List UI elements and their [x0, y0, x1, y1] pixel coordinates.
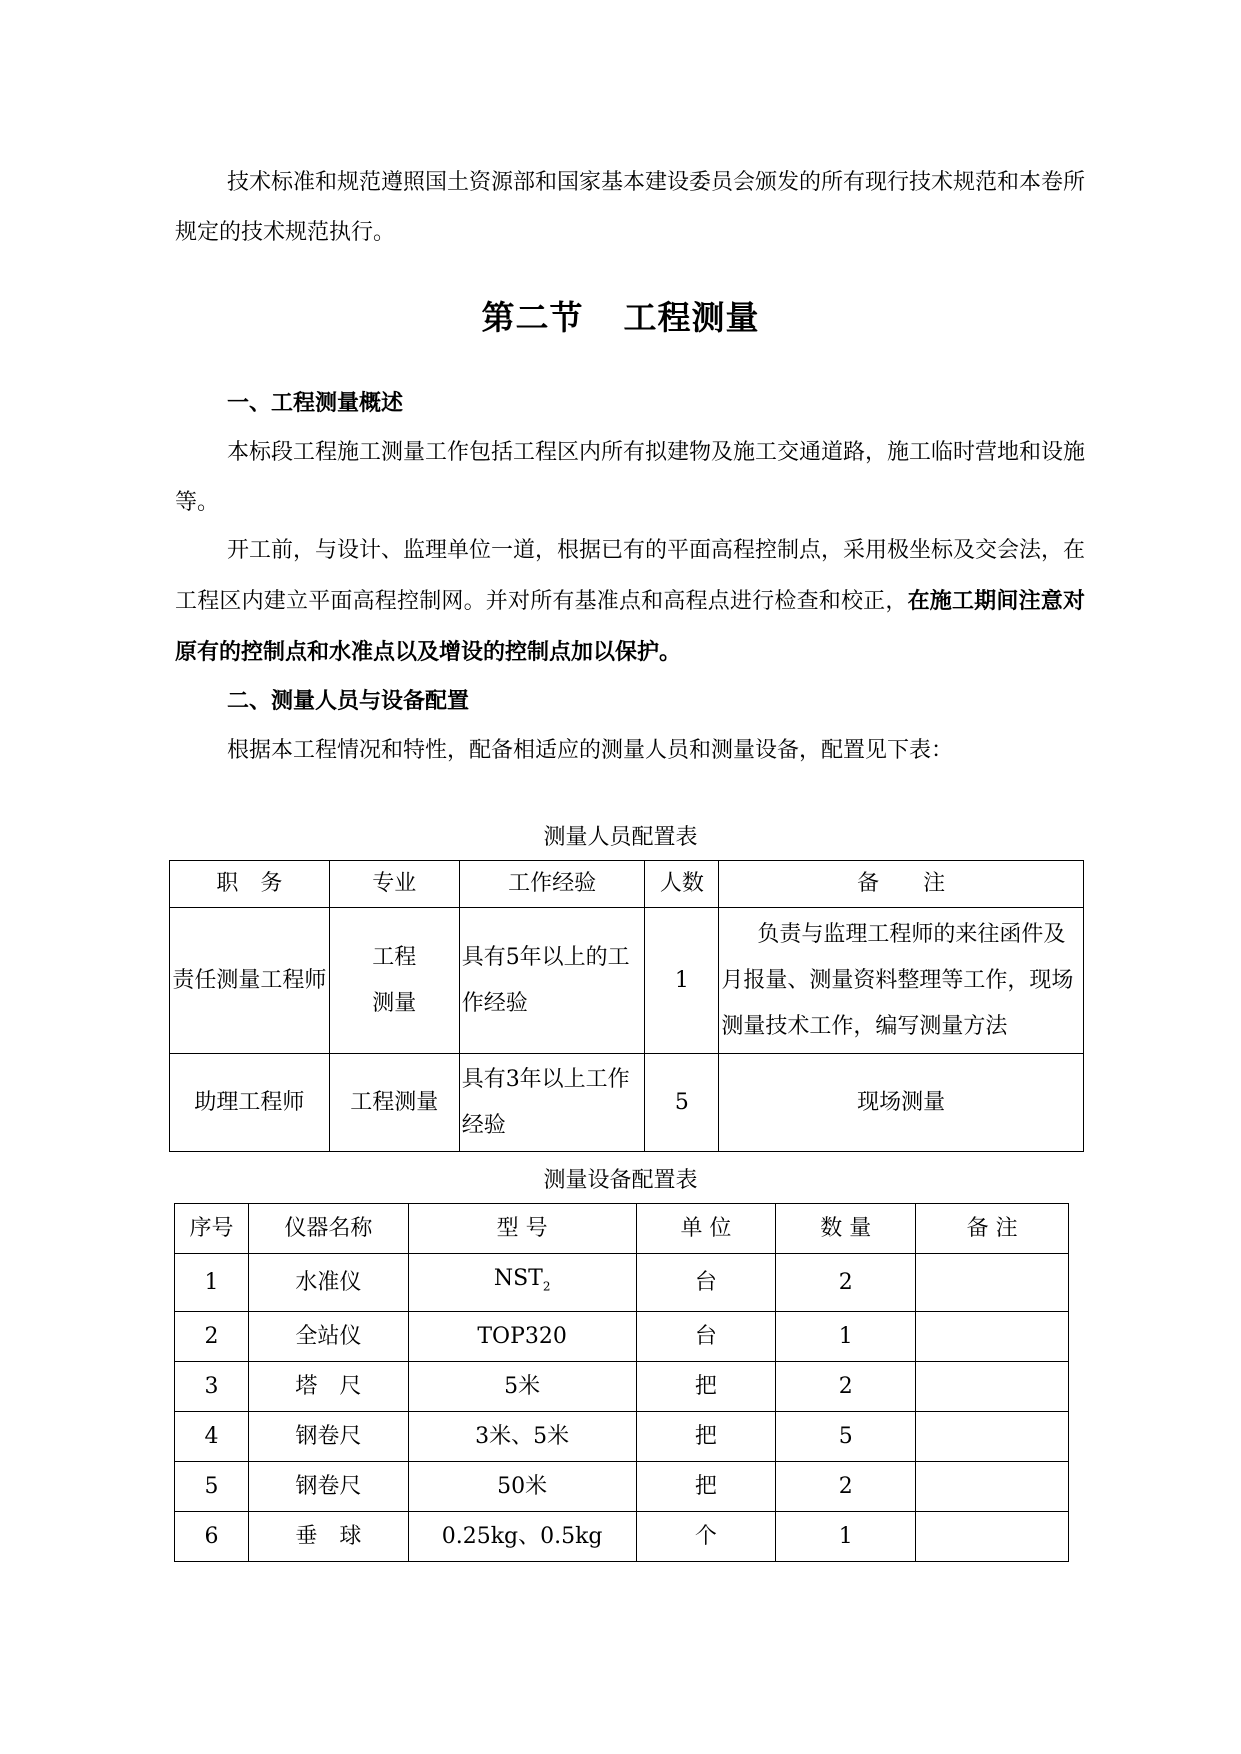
section-title-number: 第二节: [481, 298, 584, 337]
section-title: [0, 292, 1241, 339]
staff-cell-note: 负责与监理工程师的来往函件及月报量、测量资料整理等工作，现场测量技术工作，编写测量方法: [719, 908, 1084, 1054]
equip-cell-unit: 把: [636, 1362, 776, 1412]
equip-header-note: 备 注: [916, 1204, 1069, 1254]
equip-cell-name: 垂 球: [248, 1512, 408, 1562]
staff-cell-role: 责任测量工程师: [170, 908, 330, 1054]
equip-cell-model: 3米、5米: [408, 1412, 636, 1462]
equip-cell-model-main: NST: [493, 1266, 543, 1291]
equip-cell-qty: 1: [776, 1312, 916, 1362]
overview-heading: 一、工程测量概述: [227, 390, 404, 416]
equip-cell-unit: 把: [636, 1462, 776, 1512]
table-row: [175, 1412, 1069, 1462]
equip-cell-unit: 个: [636, 1512, 776, 1562]
equip-cell-qty: 1: [776, 1512, 916, 1562]
staffing-paragraph: 根据本工程情况和特性，配备相适应的测量人员和测量设备，配置见下表：: [227, 738, 954, 763]
equip-cell-no: 6: [175, 1512, 249, 1562]
equip-cell-qty: 2: [776, 1254, 916, 1312]
staff-cell-role: 助理工程师: [170, 1054, 330, 1152]
equip-cell-name: 水准仪: [248, 1254, 408, 1312]
intro-paragraph: 技术标准和规范遵照国土资源部和国家基本建设委员会颁发的所有现行技术规范和本卷所规定的技术规范执行。: [175, 170, 1086, 245]
equip-table-header-row: [175, 1204, 1069, 1254]
equip-cell-model: TOP320: [408, 1312, 636, 1362]
equip-cell-qty: 2: [776, 1462, 916, 1512]
staff-header-count: 人数: [645, 861, 719, 908]
equip-cell-note: [916, 1312, 1069, 1362]
equip-header-no: 序号: [175, 1204, 249, 1254]
staff-cell-major: [329, 908, 459, 1054]
equip-cell-name: 全站仪: [248, 1312, 408, 1362]
overview-paragraph-2: [175, 526, 1085, 678]
staff-cell-major-line1: 工程: [372, 944, 417, 970]
equip-cell-no: 1: [175, 1254, 249, 1312]
staff-table: [169, 860, 1084, 1152]
equip-cell-model: 50米: [408, 1462, 636, 1512]
overview-paragraph-1: 本标段工程施工测量工作包括工程区内所有拟建物及施工交通道路，施工临时营地和设施等。: [175, 440, 1086, 515]
equip-cell-qty: 5: [776, 1412, 916, 1462]
equip-cell-name: 塔 尺: [248, 1362, 408, 1412]
section-title-text: 工程测量: [623, 298, 760, 337]
staff-cell-note: 现场测量: [719, 1054, 1084, 1152]
table-row: [175, 1362, 1069, 1412]
equip-cell-model: [408, 1254, 636, 1312]
equip-cell-unit: 台: [636, 1254, 776, 1312]
table-row: [175, 1312, 1069, 1362]
equip-cell-note: [916, 1254, 1069, 1312]
staff-cell-count: 5: [645, 1054, 719, 1152]
table-row: [175, 1512, 1069, 1562]
equip-cell-note: [916, 1362, 1069, 1412]
equip-cell-no: 4: [175, 1412, 249, 1462]
staff-header-role: 职 务: [170, 861, 330, 908]
staffing-heading: 二、测量人员与设备配置: [227, 688, 470, 714]
staff-cell-major-line2: 测量: [372, 990, 417, 1016]
equip-cell-unit: 把: [636, 1412, 776, 1462]
equip-header-name: 仪器名称: [248, 1204, 408, 1254]
staff-header-note: 备 注: [719, 861, 1084, 908]
equip-cell-no: 2: [175, 1312, 249, 1362]
staff-header-major: 专业: [329, 861, 459, 908]
staff-cell-count: 1: [645, 908, 719, 1054]
staff-cell-major: 工程测量: [329, 1054, 459, 1152]
equip-cell-qty: 2: [776, 1362, 916, 1412]
overview-paragraph-2-normal: 开工前，与设计、监理单位一道，根据已有的平面高程控制点，采用极坐标及交会法，在工程区内建立平面高程控制网。并对所有基准点和高程点进行检查和校正，: [175, 538, 1086, 614]
table-row: [175, 1254, 1069, 1312]
overview-paragraph-2-bold: 在施工期间注意对原有的控制点和水准点以及增设的控制点加以保护。: [175, 588, 1085, 665]
table-row: [170, 1054, 1084, 1152]
equip-cell-model: 0.25kg、0.5kg: [408, 1512, 636, 1562]
equip-cell-model: 5米: [408, 1362, 636, 1412]
equip-cell-no: 5: [175, 1462, 249, 1512]
staff-table-caption: 测量人员配置表: [543, 825, 698, 850]
staff-header-experience: 工作经验: [459, 861, 645, 908]
equip-cell-note: [916, 1512, 1069, 1562]
equip-table-caption: 测量设备配置表: [543, 1168, 698, 1193]
equip-header-unit: 单 位: [636, 1204, 776, 1254]
table-row: [175, 1462, 1069, 1512]
equip-cell-model-sub: 2: [542, 1279, 551, 1294]
equip-cell-unit: 台: [636, 1312, 776, 1362]
equip-table: [174, 1203, 1069, 1562]
table-row: [170, 908, 1084, 1054]
equip-cell-name: 钢卷尺: [248, 1462, 408, 1512]
staff-table-header-row: [170, 861, 1084, 908]
equip-header-model: 型 号: [408, 1204, 636, 1254]
equip-header-qty: 数 量: [776, 1204, 916, 1254]
equip-cell-no: 3: [175, 1362, 249, 1412]
equip-cell-note: [916, 1462, 1069, 1512]
staff-cell-experience: 具有3年以上工作经验: [459, 1054, 645, 1152]
equip-cell-name: 钢卷尺: [248, 1412, 408, 1462]
staff-cell-experience: 具有5年以上的工作经验: [459, 908, 645, 1054]
equip-cell-note: [916, 1412, 1069, 1462]
